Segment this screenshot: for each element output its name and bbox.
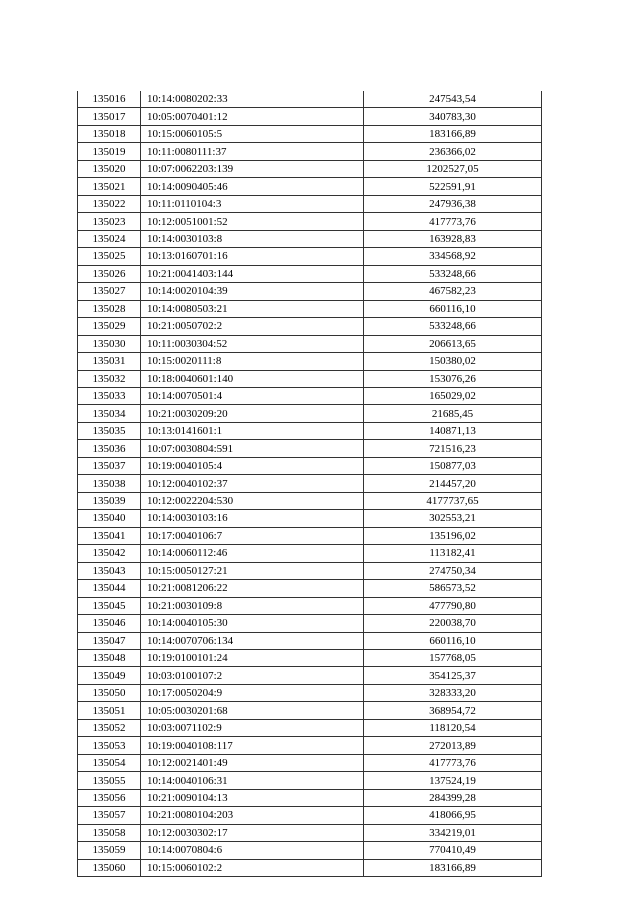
amount-cell: 586573,52 [364,580,542,597]
cadastral-number-cell: 10:14:0070706:134 [141,632,364,649]
cadastral-number-cell: 10:15:0060102:2 [141,859,364,876]
amount-cell: 1202527,05 [364,160,542,177]
record-id-cell: 135050 [78,684,141,701]
record-id-cell: 135044 [78,580,141,597]
amount-cell: 236366,02 [364,143,542,160]
cadastral-number-cell: 10:14:0030103:16 [141,510,364,527]
cadastral-number-cell: 10:15:0060105:5 [141,125,364,142]
amount-cell: 247543,54 [364,91,542,108]
table-row [78,318,542,335]
record-id-cell: 135041 [78,527,141,544]
table-row [78,545,542,562]
cadastral-number-cell: 10:05:0030201:68 [141,702,364,719]
record-id-cell: 135048 [78,650,141,667]
amount-cell: 163928,83 [364,230,542,247]
cadastral-number-cell: 10:03:0100107:2 [141,667,364,684]
table-row [78,230,542,247]
amount-cell: 157768,05 [364,650,542,667]
amount-cell: 214457,20 [364,475,542,492]
record-id-cell: 135054 [78,754,141,771]
table-row [78,370,542,387]
cadastral-number-cell: 10:19:0040105:4 [141,457,364,474]
cadastral-number-cell: 10:21:0080104:203 [141,807,364,824]
table-row [78,562,542,579]
record-id-cell: 135032 [78,370,141,387]
table-row [78,440,542,457]
record-id-cell: 135043 [78,562,141,579]
table-row [78,702,542,719]
record-id-cell: 135028 [78,300,141,317]
table-row [78,178,542,195]
record-id-cell: 135025 [78,248,141,265]
amount-cell: 328333,20 [364,684,542,701]
table-row [78,387,542,404]
cadastral-number-cell: 10:12:0030302:17 [141,824,364,841]
table-row [78,842,542,859]
amount-cell: 140871,13 [364,422,542,439]
table-row [78,684,542,701]
table-row [78,650,542,667]
record-id-cell: 135038 [78,475,141,492]
cadastral-number-cell: 10:13:0141601:1 [141,422,364,439]
amount-cell: 660116,10 [364,300,542,317]
record-id-cell: 135030 [78,335,141,352]
table-row [78,632,542,649]
amount-cell: 113182,41 [364,545,542,562]
amount-cell: 165029,02 [364,387,542,404]
table-row [78,719,542,736]
record-id-cell: 135033 [78,387,141,404]
record-id-cell: 135022 [78,195,141,212]
cadastral-number-cell: 10:12:0022204:530 [141,492,364,509]
table-row [78,615,542,632]
table-row [78,789,542,806]
amount-cell: 135196,02 [364,527,542,544]
cadastral-number-cell: 10:14:0060112:46 [141,545,364,562]
record-id-cell: 135020 [78,160,141,177]
amount-cell: 183166,89 [364,125,542,142]
table-row [78,335,542,352]
table-row [78,108,542,125]
cadastral-number-cell: 10:12:0021401:49 [141,754,364,771]
cadastral-number-cell: 10:03:0071102:9 [141,719,364,736]
amount-cell: 137524,19 [364,772,542,789]
table-row [78,859,542,876]
record-id-cell: 135051 [78,702,141,719]
amount-cell: 284399,28 [364,789,542,806]
amount-cell: 302553,21 [364,510,542,527]
amount-cell: 150380,02 [364,353,542,370]
table-row [78,754,542,771]
record-id-cell: 135039 [78,492,141,509]
amount-cell: 354125,37 [364,667,542,684]
cadastral-number-cell: 10:21:0030109:8 [141,597,364,614]
amount-cell: 533248,66 [364,318,542,335]
amount-cell: 417773,76 [364,213,542,230]
record-id-cell: 135049 [78,667,141,684]
record-id-cell: 135057 [78,807,141,824]
cadastral-number-cell: 10:07:0030804:591 [141,440,364,457]
table-row [78,824,542,841]
cadastral-number-cell: 10:14:0070501:4 [141,387,364,404]
amount-cell: 272013,89 [364,737,542,754]
cadastral-number-cell: 10:21:0041403:144 [141,265,364,282]
cadastral-number-cell: 10:17:0040106:7 [141,527,364,544]
amount-cell: 368954,72 [364,702,542,719]
record-id-cell: 135016 [78,91,141,108]
amount-cell: 418066,95 [364,807,542,824]
record-id-cell: 135059 [78,842,141,859]
table-row [78,265,542,282]
amount-cell: 417773,76 [364,754,542,771]
cadastral-number-cell: 10:13:0160701:16 [141,248,364,265]
table-row [78,772,542,789]
record-id-cell: 135035 [78,422,141,439]
amount-cell: 118120,54 [364,719,542,736]
cadastral-number-cell: 10:14:0020104:39 [141,283,364,300]
cadastral-number-cell: 10:14:0040105:30 [141,615,364,632]
record-id-cell: 135053 [78,737,141,754]
table-row [78,580,542,597]
cadastral-number-cell: 10:19:0040108:117 [141,737,364,754]
table-row [78,422,542,439]
amount-cell: 206613,65 [364,335,542,352]
record-id-cell: 135040 [78,510,141,527]
cadastral-number-cell: 10:11:0080111:37 [141,143,364,160]
table-row [78,195,542,212]
record-id-cell: 135023 [78,213,141,230]
cadastral-number-cell: 10:14:0040106:31 [141,772,364,789]
record-id-cell: 135056 [78,789,141,806]
amount-cell: 150877,03 [364,457,542,474]
amount-cell: 334219,01 [364,824,542,841]
table-row [78,353,542,370]
amount-cell: 274750,34 [364,562,542,579]
amount-cell: 340783,30 [364,108,542,125]
cadastral-number-cell: 10:21:0050702:2 [141,318,364,335]
cadastral-number-cell: 10:21:0081206:22 [141,580,364,597]
cadastral-number-cell: 10:11:0030304:52 [141,335,364,352]
table-row [78,527,542,544]
cadastral-number-cell: 10:15:0050127:21 [141,562,364,579]
record-id-cell: 135026 [78,265,141,282]
record-id-cell: 135045 [78,597,141,614]
table-row [78,405,542,422]
record-id-cell: 135034 [78,405,141,422]
amount-cell: 247936,38 [364,195,542,212]
record-id-cell: 135042 [78,545,141,562]
table-row [78,91,542,108]
cadastral-number-cell: 10:14:0030103:8 [141,230,364,247]
amount-cell: 770410,49 [364,842,542,859]
table-row [78,510,542,527]
cadastral-number-cell: 10:12:0051001:52 [141,213,364,230]
cadastral-number-cell: 10:14:0090405:46 [141,178,364,195]
cadastral-number-cell: 10:21:0030209:20 [141,405,364,422]
records-table [77,91,542,877]
table-row [78,475,542,492]
table-row [78,457,542,474]
record-id-cell: 135055 [78,772,141,789]
cadastral-number-cell: 10:14:0070804:6 [141,842,364,859]
cadastral-number-cell: 10:19:0100101:24 [141,650,364,667]
records-table-body [78,91,542,877]
table-row [78,143,542,160]
cadastral-number-cell: 10:07:0062203:139 [141,160,364,177]
cadastral-number-cell: 10:05:0070401:12 [141,108,364,125]
cadastral-number-cell: 10:12:0040102:37 [141,475,364,492]
record-id-cell: 135021 [78,178,141,195]
cadastral-number-cell: 10:17:0050204:9 [141,684,364,701]
table-row [78,248,542,265]
amount-cell: 4177737,65 [364,492,542,509]
cadastral-number-cell: 10:15:0020111:8 [141,353,364,370]
record-id-cell: 135019 [78,143,141,160]
cadastral-number-cell: 10:11:0110104:3 [141,195,364,212]
table-row [78,213,542,230]
record-id-cell: 135018 [78,125,141,142]
table-row [78,807,542,824]
table-row [78,300,542,317]
table-row [78,737,542,754]
amount-cell: 334568,92 [364,248,542,265]
amount-cell: 467582,23 [364,283,542,300]
amount-cell: 21685,45 [364,405,542,422]
record-id-cell: 135024 [78,230,141,247]
cadastral-number-cell: 10:21:0090104:13 [141,789,364,806]
table-row [78,597,542,614]
amount-cell: 522591,91 [364,178,542,195]
table-row [78,283,542,300]
amount-cell: 477790,80 [364,597,542,614]
amount-cell: 533248,66 [364,265,542,282]
table-row [78,667,542,684]
record-id-cell: 135046 [78,615,141,632]
amount-cell: 721516,23 [364,440,542,457]
record-id-cell: 135036 [78,440,141,457]
record-id-cell: 135052 [78,719,141,736]
record-id-cell: 135047 [78,632,141,649]
cadastral-number-cell: 10:18:0040601:140 [141,370,364,387]
table-row [78,160,542,177]
table-row [78,125,542,142]
table-row [78,492,542,509]
record-id-cell: 135027 [78,283,141,300]
record-id-cell: 135060 [78,859,141,876]
record-id-cell: 135037 [78,457,141,474]
cadastral-number-cell: 10:14:0080503:21 [141,300,364,317]
amount-cell: 660116,10 [364,632,542,649]
record-id-cell: 135029 [78,318,141,335]
record-id-cell: 135058 [78,824,141,841]
record-id-cell: 135031 [78,353,141,370]
record-id-cell: 135017 [78,108,141,125]
cadastral-number-cell: 10:14:0080202:33 [141,91,364,108]
amount-cell: 183166,89 [364,859,542,876]
amount-cell: 220038,70 [364,615,542,632]
amount-cell: 153076,26 [364,370,542,387]
